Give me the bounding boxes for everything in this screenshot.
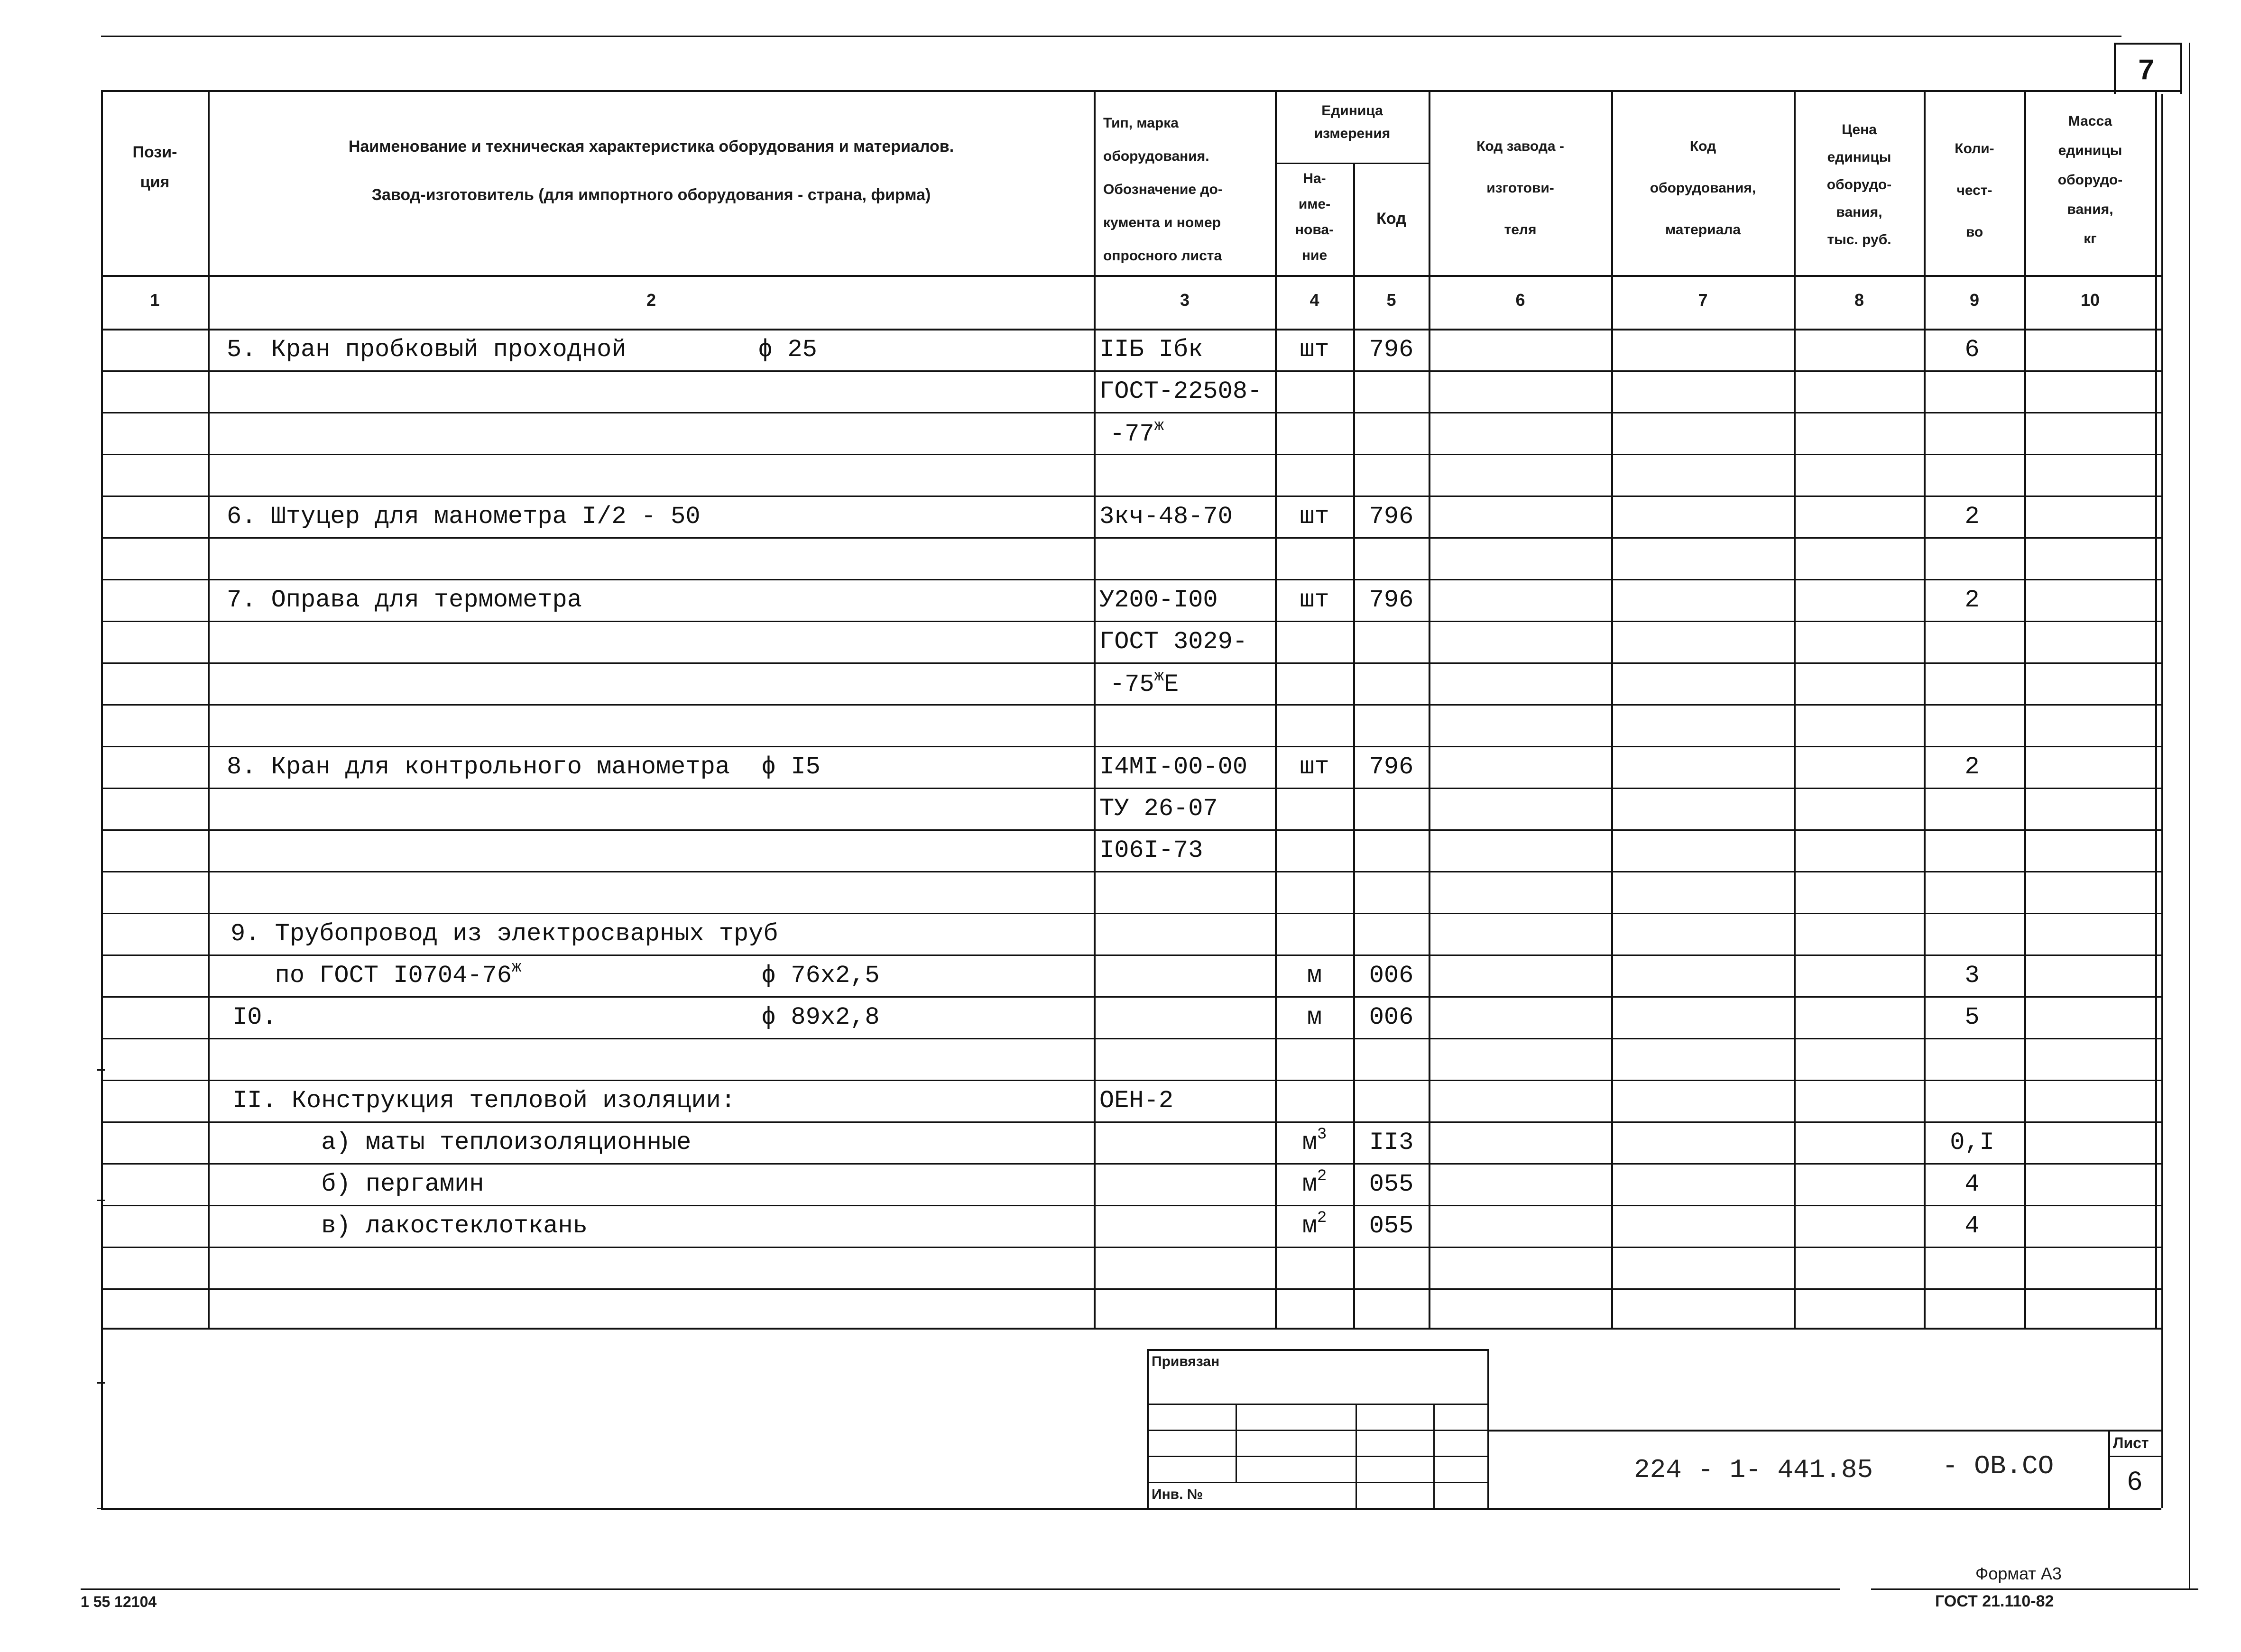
item-unit (1276, 1167, 1353, 1198)
column-number: 4 (1310, 290, 1319, 310)
document-code: 224 - 1- 441.85 (1634, 1455, 1873, 1485)
item-name: II. Конструкция тепловой изоляции: (232, 1087, 736, 1115)
item-name: I0. (232, 1003, 277, 1031)
header-type: Тип, марка оборудования. Обозначение до- кумента и номер опросного листа (1103, 115, 1223, 264)
item-unit-code: 006 (1369, 962, 1414, 990)
item-type: У200-I00 (1099, 586, 1218, 614)
column-number: 6 (1515, 290, 1525, 310)
item-unit-code: II3 (1369, 1129, 1414, 1156)
item-type: I4МI-00-00 (1099, 753, 1248, 781)
sheet-label: Лист (2113, 1434, 2149, 1451)
column-number: 2 (646, 290, 656, 310)
item-unit: шт (1300, 586, 1329, 614)
item-name (231, 959, 522, 990)
item-unit: шт (1300, 503, 1329, 531)
item-unit (1276, 1209, 1353, 1240)
column-number: 3 (1180, 290, 1190, 310)
header-manufacturer-code: Код завода - изготови- теля (1476, 138, 1564, 238)
item-quantity: 5 (1964, 1003, 1980, 1031)
item-unit-code: 006 (1369, 1003, 1414, 1031)
item-type: ОЕН-2 (1099, 1087, 1174, 1115)
item-unit: м (1307, 1003, 1322, 1031)
item-unit (1276, 1126, 1353, 1156)
footer-archive-code: 1 55 12104 (81, 1593, 157, 1610)
header-unit-code: Код (1376, 210, 1406, 228)
column-number: 8 (1854, 290, 1864, 310)
item-unit-text: м (1302, 1129, 1317, 1156)
item-name: б) пергамин (232, 1170, 484, 1198)
item-quantity: 4 (1964, 1212, 1980, 1240)
header-unit-group: Единица измерения (1314, 103, 1391, 141)
item-type-superscript: ж (1154, 668, 1164, 686)
item-type-suffix: Е (1164, 670, 1179, 698)
item-unit-code: 796 (1369, 503, 1414, 531)
item-quantity: 2 (1964, 586, 1980, 614)
column-number: 1 (150, 290, 160, 310)
item-quantity: 2 (1964, 753, 1980, 781)
footer-gost: ГОСТ 21.110-82 (1935, 1592, 2054, 1610)
item-dimension: ϕ 89х2,8 (761, 1003, 880, 1031)
item-unit: шт (1300, 753, 1329, 781)
item-type-superscript: ж (1154, 417, 1164, 435)
column-number: 10 (2080, 290, 2100, 310)
item-unit-superscript: 2 (1317, 1209, 1327, 1227)
item-unit-text: м (1302, 1212, 1317, 1240)
item-type (1110, 417, 1164, 448)
item-quantity: 0,I (1950, 1129, 1994, 1156)
sheet-number: 6 (2127, 1466, 2142, 1496)
item-unit-code: 055 (1369, 1212, 1414, 1240)
item-name: 8. Кран для контрольного манометра (227, 753, 730, 781)
item-dimension: ϕ I5 (761, 753, 821, 781)
item-name: 5. Кран пробковый проходной (227, 336, 627, 364)
item-type (1110, 668, 1179, 698)
header-position: Пози- ция (132, 143, 177, 191)
item-type: ГОСТ 3029- (1099, 628, 1248, 656)
column-number: 7 (1698, 290, 1708, 310)
item-quantity: 3 (1964, 962, 1980, 990)
item-type: IIБ Iбк (1099, 336, 1203, 364)
item-unit: шт (1300, 336, 1329, 364)
page-number: 7 (2138, 54, 2154, 85)
item-name: 6. Штуцер для манометра I/2 - 50 (227, 503, 701, 531)
item-quantity: 2 (1964, 503, 1980, 531)
stamp-privyazan: Привязан (1152, 1354, 1220, 1369)
header-unit-name: На- име- нова- ние (1295, 171, 1334, 263)
item-type: 3кч-48-70 (1099, 503, 1233, 531)
column-number: 5 (1386, 290, 1396, 310)
header-quantity: Коли- чест- во (1955, 141, 1994, 240)
item-unit-code: 796 (1369, 753, 1414, 781)
column-number: 9 (1969, 290, 1980, 310)
item-dimension: ϕ 76х2,5 (761, 962, 880, 990)
item-type: ГОСТ-22508- (1099, 377, 1263, 405)
item-type: I06I-73 (1099, 836, 1203, 864)
header-name-line2: Завод-изготовитель (для импортного оборудования - страна, фирма) (371, 186, 931, 204)
item-unit: м (1307, 962, 1322, 990)
item-unit-code: 796 (1369, 586, 1414, 614)
header-name-line1: Наименование и техническая характеристика оборудования и материалов. (348, 138, 954, 156)
header-equipment-code: Код оборудования, материала (1650, 138, 1756, 238)
item-quantity: 4 (1964, 1170, 1980, 1198)
stamp-inventory-number: Инв. № (1152, 1487, 1203, 1502)
item-unit-code: 055 (1369, 1170, 1414, 1198)
document-code-suffix: - ОВ.СО (1942, 1451, 2054, 1481)
item-name: 7. Оправа для термометра (227, 586, 582, 614)
item-dimension: ϕ 25 (758, 336, 817, 364)
item-name-text: по ГОСТ I0704-76 (231, 962, 512, 990)
item-unit-superscript: 3 (1317, 1126, 1327, 1144)
item-name: в) лакостеклоткань (232, 1212, 588, 1240)
footer-format-label: Формат А3 (1975, 1564, 2062, 1583)
item-quantity: 6 (1964, 336, 1980, 364)
item-type: ТУ 26-07 (1099, 795, 1218, 823)
item-unit-text: м (1302, 1170, 1317, 1198)
item-unit-superscript: 2 (1317, 1167, 1327, 1185)
item-name: а) маты теплоизоляционные (232, 1129, 692, 1156)
item-unit-code: 796 (1369, 336, 1414, 364)
item-name: 9. Трубопровод из электросварных труб (231, 920, 778, 948)
item-name-superscript: ж (511, 959, 522, 977)
header-unit-mass: Масса единицы оборудо- вания, кг (2057, 113, 2123, 247)
item-type-text: -75 (1110, 670, 1154, 698)
header-unit-price: Цена единицы оборудо- вания, тыс. руб. (1826, 122, 1892, 248)
item-type-text: -77 (1110, 420, 1154, 448)
